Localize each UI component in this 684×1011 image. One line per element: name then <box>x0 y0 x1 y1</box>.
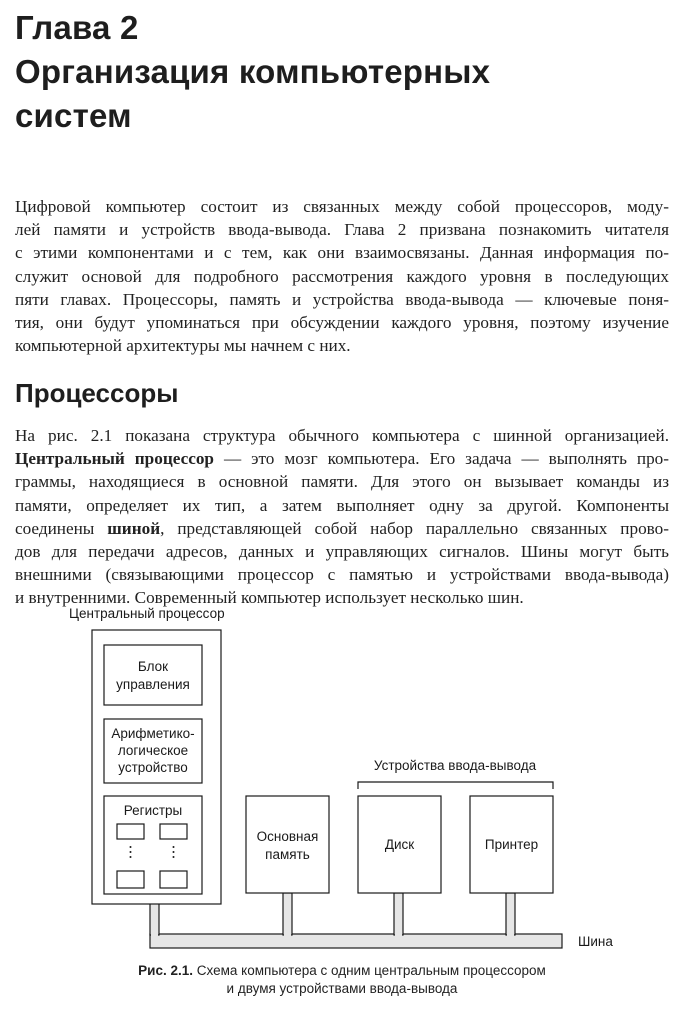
ellipsis-dot <box>130 846 132 848</box>
intro-line: с этими компонентами и с тем, как они взаимосвязаны. Данная информация по- <box>15 243 669 263</box>
section-line: граммы, находящиеся в основной памяти. Для этого он вызывает команды из <box>15 472 669 492</box>
term-cpu: Центральный процессор <box>15 449 214 469</box>
cpu-label: Центральный процессор <box>69 606 225 621</box>
section-line: памяти, определяет их тип, а затем выполняет одну за другой. Компоненты <box>15 495 669 515</box>
register-cell <box>117 824 144 839</box>
control-unit-box <box>104 645 202 705</box>
bus-seam <box>395 933 402 936</box>
io-brace <box>358 782 553 789</box>
alu-label-2: логическое <box>117 743 189 758</box>
intro-line: служит основой для подробного рассмотрения каждого уровня в последующих <box>15 266 669 286</box>
intro-line: лей памяти и устройств ввода-вывода. Глава 2 призвана познакомить читателя <box>15 220 669 240</box>
main-memory-label-1: Основная <box>256 829 319 844</box>
intro-line: Цифровой компьютер состоит из связанных между собой процессоров, моду- <box>15 197 669 216</box>
register-cell <box>117 871 144 888</box>
chapter-number: Глава 2 <box>15 9 139 46</box>
alu-label-3: устройство <box>118 760 188 775</box>
section-heading: Процессоры <box>15 378 179 408</box>
caption-line-2: и двумя устройствами ввода-вывода <box>226 981 458 996</box>
intro-line: пяти главах. Процессоры, память и устройства ввода-вывода — ключевые поня- <box>15 289 669 309</box>
section-line: На рис. 2.1 показана структура обычного компьютера с шинной организацией. <box>15 426 669 445</box>
intro-line: тия, они будут упоминаться при обсуждении каждого уровня, поэтому изучение <box>15 313 669 333</box>
term-bus: шиной <box>107 518 161 538</box>
section-line: внешними (связывающими процессор с памятью и устройствами ввода-вывода) <box>15 565 669 585</box>
control-unit-label-1: Блок <box>137 659 169 674</box>
main-memory-label-2: память <box>265 847 310 862</box>
ellipsis-dot <box>173 856 175 858</box>
ellipsis-dot <box>130 856 132 858</box>
bus-connector-cpu <box>150 903 159 935</box>
register-cell <box>160 871 187 888</box>
registers-label: Регистры <box>123 803 183 818</box>
bus-connector-memory <box>283 893 292 935</box>
section-line: дов для передачи адресов, данных и управляющих сигналов. Шины могут быть <box>15 542 669 562</box>
section-line: и внутренними. Современный компьютер использует несколько шин. <box>15 588 524 608</box>
bus-seam <box>507 933 514 936</box>
chapter-title-line-2: систем <box>15 97 132 134</box>
printer-label: Принтер <box>484 837 539 852</box>
caption-text-1: Схема компьютера с одним центральным процессором <box>193 963 546 978</box>
control-unit-label-2: управления <box>116 677 190 692</box>
section-line-text: , представляющей собой набор параллельно связанных прово- <box>160 518 669 538</box>
alu-label-1: Арифметико- <box>111 726 195 741</box>
caption-line-1 <box>0 962 684 980</box>
bus-seam <box>151 933 158 936</box>
ellipsis-dot <box>173 846 175 848</box>
main-memory-box <box>246 796 329 893</box>
disk-label: Диск <box>384 837 415 852</box>
section-line-text: соединены <box>15 518 108 538</box>
chapter-title-line-1: Организация компьютерных <box>15 53 491 90</box>
bus-seam <box>284 933 291 936</box>
ellipsis-dot <box>130 851 132 853</box>
caption-number: Рис. 2.1. <box>138 963 194 978</box>
register-cell <box>160 824 187 839</box>
figure-caption <box>0 962 684 998</box>
bus-connector-printer <box>506 893 515 935</box>
ellipsis-dot <box>173 851 175 853</box>
bus-bar <box>150 934 562 948</box>
bus-label: Шина <box>578 934 613 949</box>
intro-line: компьютерной архитектуры мы начнем с них. <box>15 336 351 356</box>
bus-connector-disk <box>394 893 403 935</box>
section-line-text: — это мозг компьютера. Его задача — выполнять про- <box>214 449 670 469</box>
io-devices-label: Устройства ввода-вывода <box>373 758 537 773</box>
